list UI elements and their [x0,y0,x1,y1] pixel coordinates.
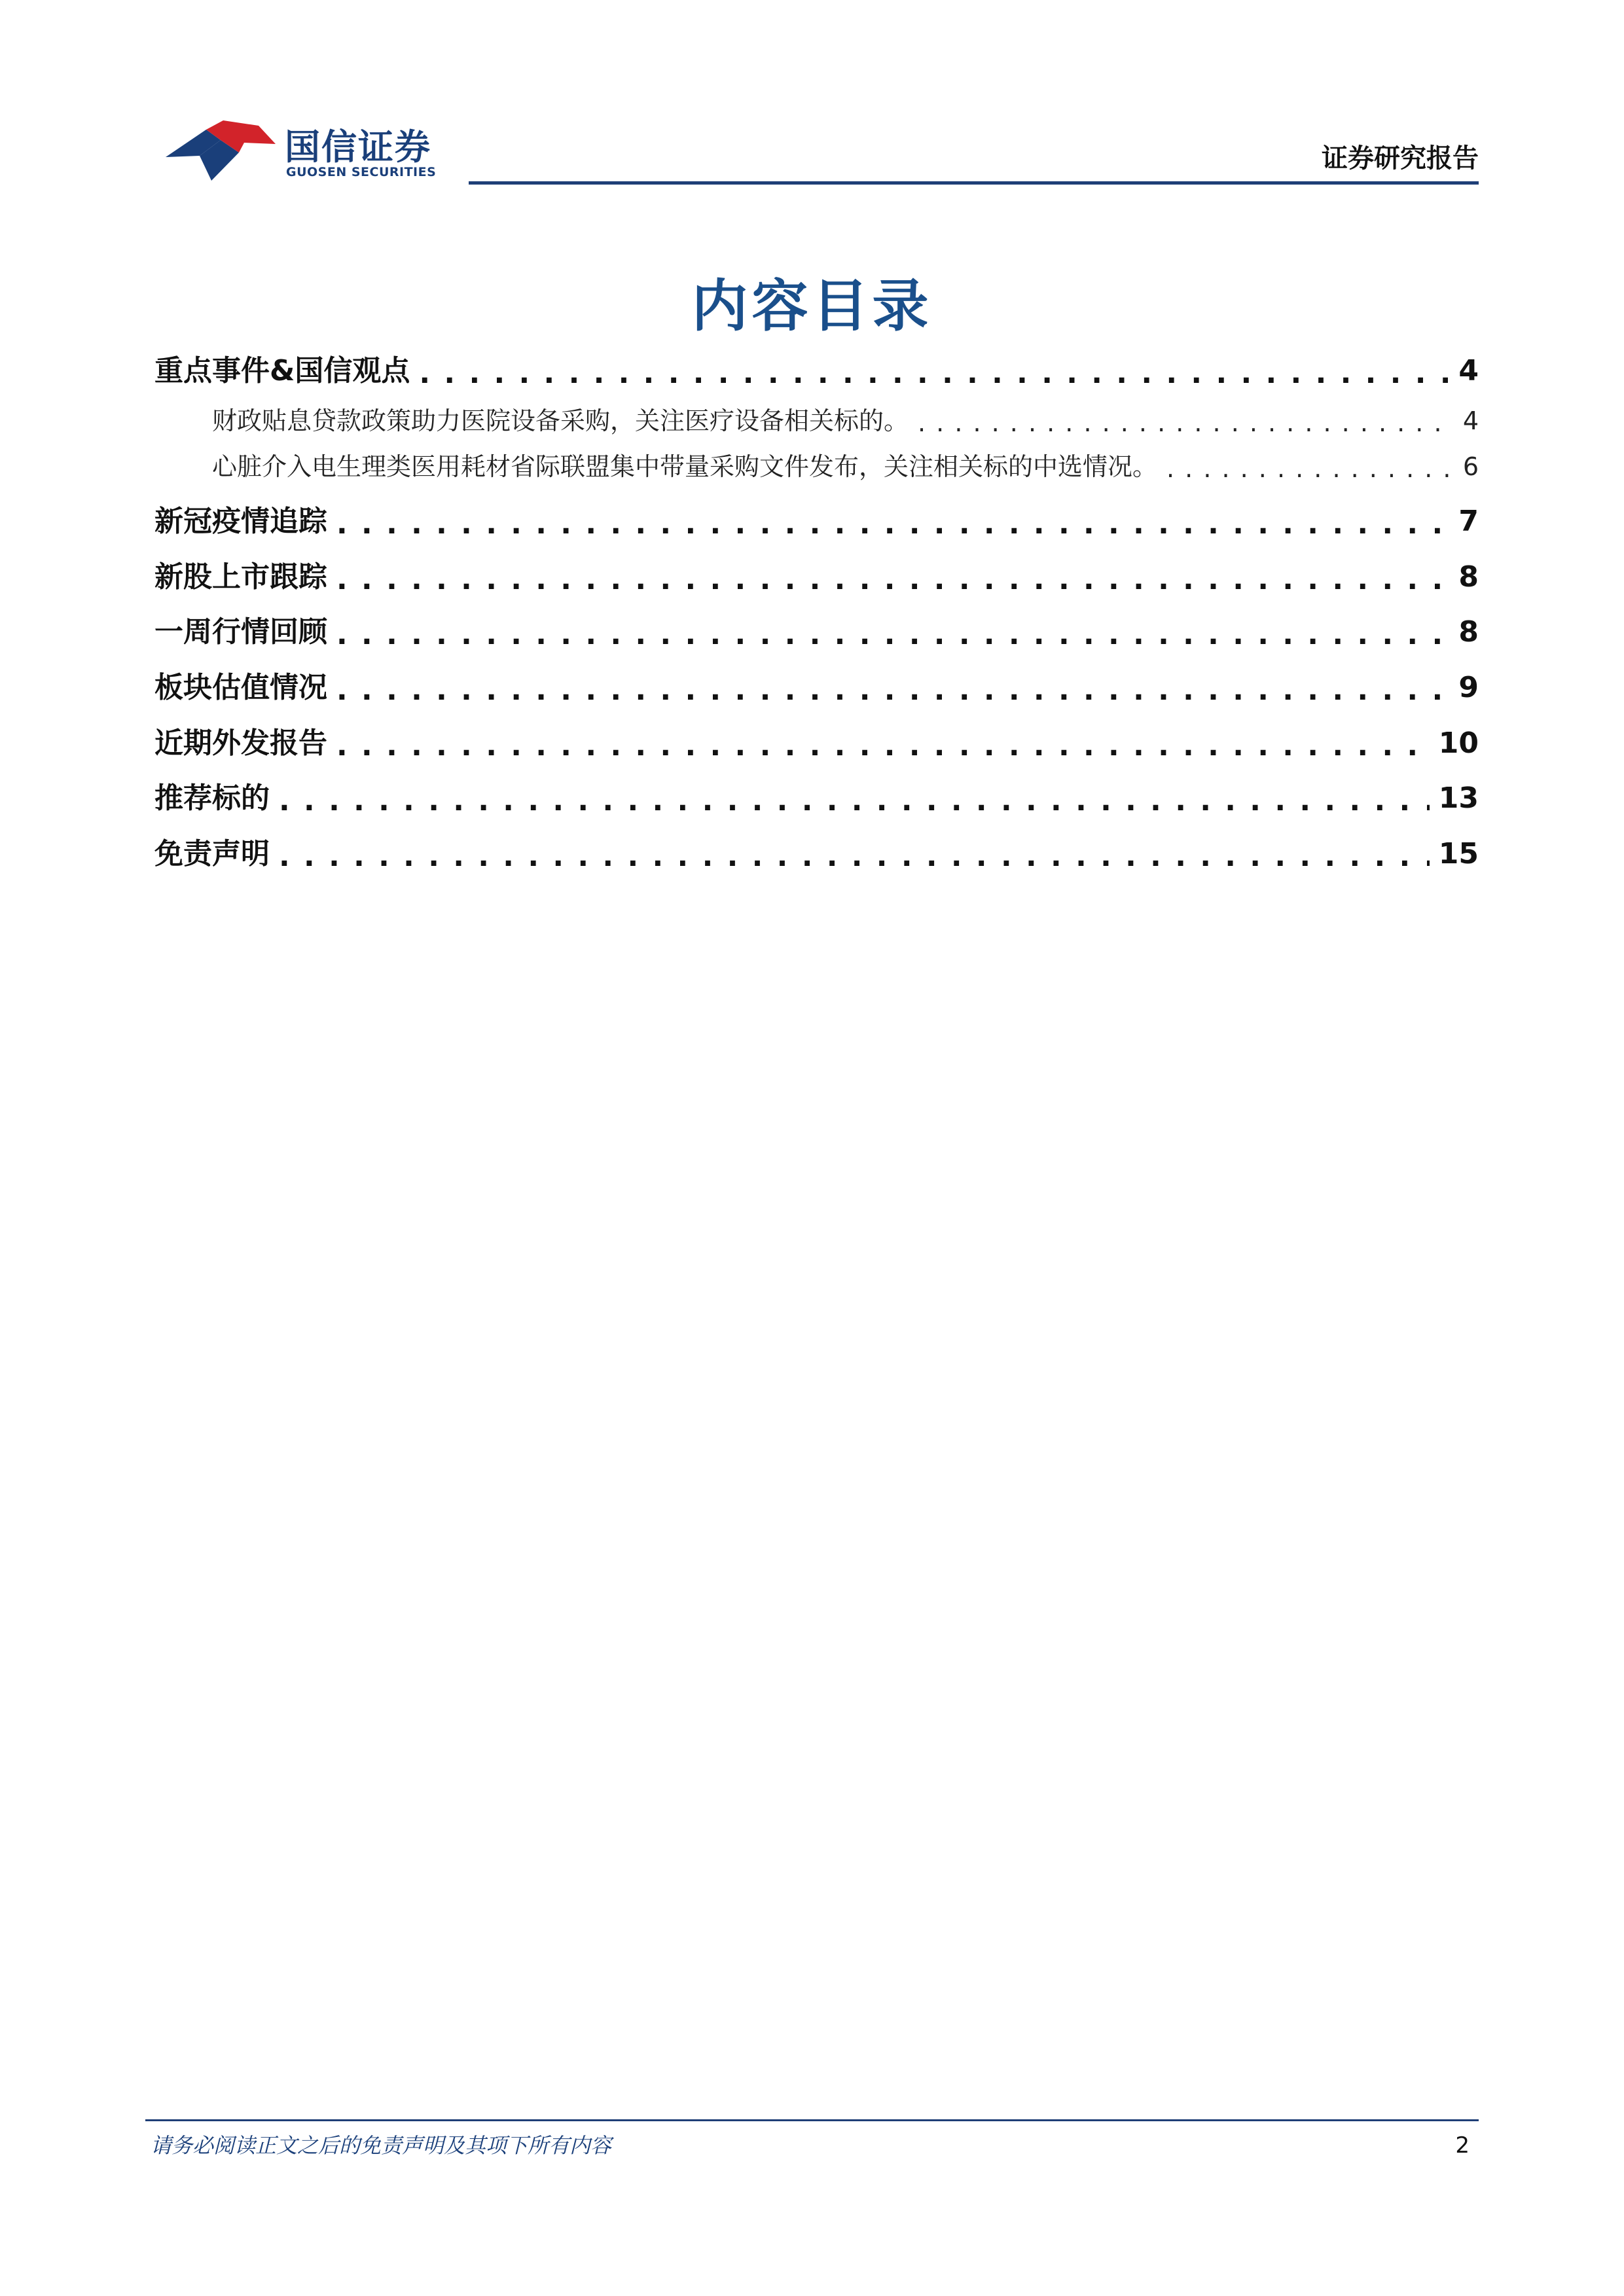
toc-subentry[interactable] [212,401,1479,437]
toc-dot-leader [419,357,1449,386]
toc-entry-page: 10 [1438,726,1479,760]
logo-english-name: GUOSEN SECURITIES [286,165,437,179]
toc-entry-label: 近期外发报告 [154,726,327,760]
toc-title: 内容目录 [691,274,933,339]
toc-entry[interactable] [154,497,1479,539]
toc-entry-page: 6 [1462,452,1479,481]
toc-entry-label: 重点事件&国信观点 [154,354,410,387]
toc-entry[interactable] [154,774,1479,816]
toc-entry-label: 免责声明 [154,837,270,870]
toc-dot-leader [336,729,1430,758]
toc-entry[interactable] [154,553,1479,595]
toc-dot-leader [279,840,1430,869]
toc-entry-page: 8 [1458,560,1479,594]
toc-entry-label: 新股上市跟踪 [154,560,327,594]
toc-entry[interactable] [154,830,1479,872]
toc-entry-page: 4 [1462,406,1479,435]
toc-entry-label: 推荐标的 [154,781,270,815]
toc-entry[interactable] [154,608,1479,650]
toc-entry-label: 板块估值情况 [154,671,327,704]
logo-chinese-name: 国信证券 [285,126,431,168]
header-divider [469,181,1479,185]
toc-dot-leader [336,507,1449,536]
toc-entry-label: 一周行情回顾 [154,615,327,649]
toc-entry[interactable] [154,347,1479,389]
toc-entry-label: 新冠疫情追踪 [154,505,327,538]
toc-dot-leader [336,618,1449,647]
toc-entry-page: 15 [1438,837,1479,870]
toc-entry-page: 9 [1458,671,1479,704]
guosen-logo-mark-icon [160,117,278,188]
toc-dot-leader [279,784,1430,813]
toc-dot-leader [918,408,1454,433]
toc-dot-leader [336,563,1449,592]
toc-entry[interactable] [154,664,1479,706]
toc-entry-page: 7 [1458,505,1479,538]
guosen-logo [160,117,448,188]
report-type-label: 证券研究报告 [1322,143,1479,173]
toc-entry-label: 心脏介入电生理类医用耗材省际联盟集中带量采购文件发布，关注相关标的中选情况。 [212,452,1158,481]
toc-entry-page: 13 [1438,781,1479,815]
toc-entry-page: 8 [1458,615,1479,649]
toc-entry[interactable] [154,719,1479,761]
toc-dot-leader [1166,454,1454,479]
toc-entry-page: 4 [1458,354,1479,387]
footer-divider [145,2119,1479,2121]
toc-entry-label: 财政贴息贷款政策助力医院设备采购，关注医疗设备相关标的。 [212,406,909,435]
footer-disclaimer-note: 请务必阅读正文之后的免责声明及其项下所有内容 [151,2133,612,2158]
page-number: 2 [1455,2132,1470,2159]
toc-subentry[interactable] [212,446,1479,482]
toc-dot-leader [336,673,1449,702]
